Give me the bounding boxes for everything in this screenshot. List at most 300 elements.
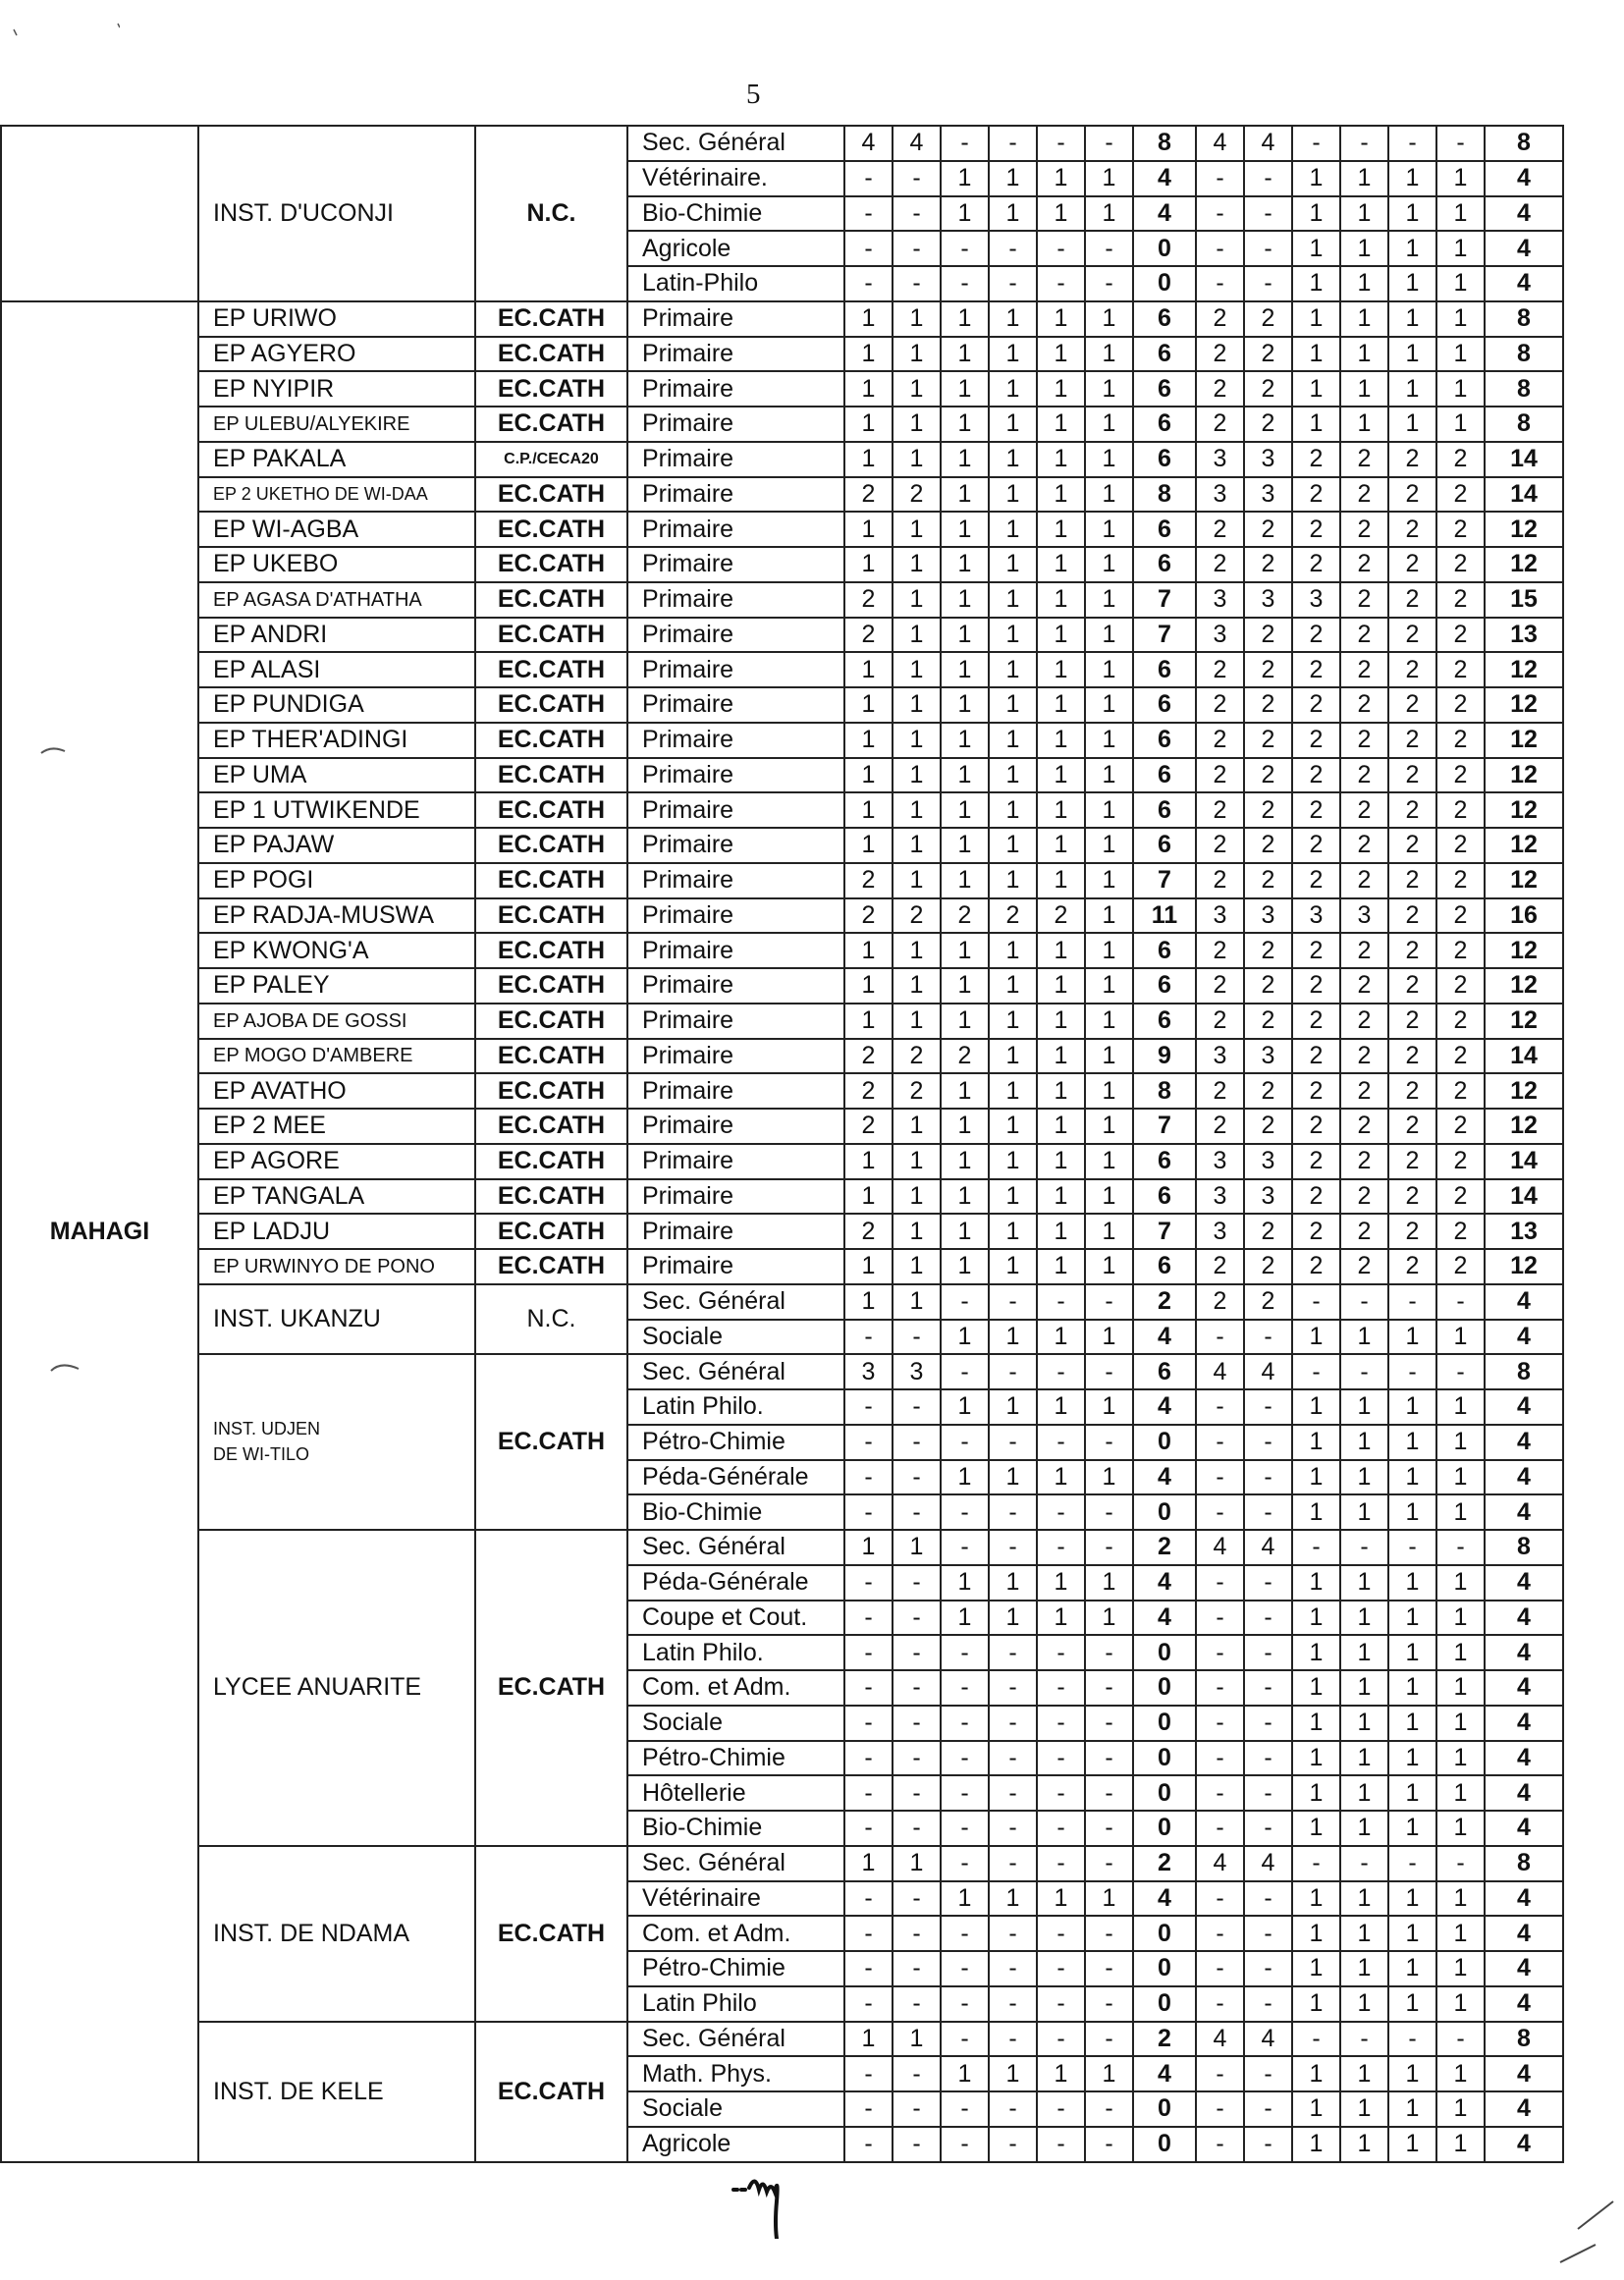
class-total: 4 xyxy=(1133,1460,1196,1495)
class-count: 1 xyxy=(1037,442,1085,477)
class-count: - xyxy=(989,231,1037,266)
school-name: EP AGASA D'ATHATHA xyxy=(198,582,475,618)
teacher-count: 2 xyxy=(1436,792,1485,828)
teacher-count: - xyxy=(1196,1670,1244,1706)
section-name: Bio-Chimie xyxy=(627,196,844,232)
class-count: 1 xyxy=(941,687,989,723)
class-count: 1 xyxy=(1085,898,1133,934)
class-count: - xyxy=(1037,1846,1085,1881)
teacher-total: 14 xyxy=(1485,477,1563,513)
teacher-count: - xyxy=(1196,2056,1244,2091)
class-count: 1 xyxy=(1037,863,1085,898)
class-count: 1 xyxy=(1085,161,1133,196)
class-count: - xyxy=(844,1951,893,1986)
class-count: 1 xyxy=(1037,1601,1085,1636)
teacher-count: 2 xyxy=(1292,1179,1340,1215)
section-name: Primaire xyxy=(627,968,844,1004)
teacher-count: 2 xyxy=(1196,863,1244,898)
teacher-total: 12 xyxy=(1485,758,1563,793)
table-row xyxy=(1,898,1563,934)
class-count: 1 xyxy=(941,1460,989,1495)
class-count: 1 xyxy=(893,2022,941,2057)
teacher-count: 3 xyxy=(1244,1039,1292,1074)
class-count: 1 xyxy=(941,1109,989,1144)
class-count: 1 xyxy=(941,863,989,898)
teacher-count: 2 xyxy=(1340,723,1388,758)
teacher-count: - xyxy=(1196,1389,1244,1425)
teacher-count: - xyxy=(1388,1354,1436,1389)
class-count: 1 xyxy=(989,196,1037,232)
class-count: - xyxy=(989,1706,1037,1741)
teacher-count: 1 xyxy=(1340,2091,1388,2127)
section-name: Primaire xyxy=(627,792,844,828)
class-count: - xyxy=(1037,1811,1085,1846)
class-count: 1 xyxy=(1037,301,1085,337)
class-count: 1 xyxy=(989,687,1037,723)
school-name: EP MOGO D'AMBERE xyxy=(198,1039,475,1074)
class-count: 1 xyxy=(941,477,989,513)
page-number: 5 xyxy=(746,79,761,110)
teacher-count: - xyxy=(1196,231,1244,266)
teacher-count: 2 xyxy=(1196,547,1244,582)
teacher-count: 1 xyxy=(1340,1916,1388,1951)
class-count: - xyxy=(989,1670,1037,1706)
class-count: 1 xyxy=(989,618,1037,653)
section-name: Sec. Général xyxy=(627,1354,844,1389)
teacher-count: 2 xyxy=(1340,792,1388,828)
class-total: 0 xyxy=(1133,231,1196,266)
school-name: INST. DE NDAMA xyxy=(198,1846,475,2022)
class-count: 2 xyxy=(844,898,893,934)
teacher-count: 1 xyxy=(1292,301,1340,337)
teacher-count: 1 xyxy=(1292,1565,1340,1601)
class-count: 1 xyxy=(893,407,941,442)
class-count: 1 xyxy=(844,512,893,547)
teacher-count: - xyxy=(1340,126,1388,161)
class-total: 0 xyxy=(1133,1916,1196,1951)
teacher-count: 2 xyxy=(1436,618,1485,653)
teacher-count: 2 xyxy=(1388,1039,1436,1074)
teacher-count: - xyxy=(1244,1775,1292,1811)
class-count: - xyxy=(844,266,893,301)
teacher-count: 1 xyxy=(1436,1811,1485,1846)
class-count: 1 xyxy=(1085,1881,1133,1917)
school-name: INST. DE KELE xyxy=(198,2022,475,2162)
class-count: 2 xyxy=(844,863,893,898)
teacher-count: 1 xyxy=(1292,2127,1340,2162)
teacher-total: 4 xyxy=(1485,1986,1563,2022)
teacher-count: - xyxy=(1244,1460,1292,1495)
teacher-count: 2 xyxy=(1196,371,1244,407)
class-count: - xyxy=(1085,1494,1133,1530)
school-name: EP UKEBO xyxy=(198,547,475,582)
teacher-count: 2 xyxy=(1388,1073,1436,1109)
teacher-count: 1 xyxy=(1340,301,1388,337)
class-count: - xyxy=(844,1706,893,1741)
teacher-count: 1 xyxy=(1292,1706,1340,1741)
teacher-count: 2 xyxy=(1196,1073,1244,1109)
class-count: - xyxy=(844,1635,893,1670)
teacher-count: 1 xyxy=(1340,1881,1388,1917)
teacher-count: - xyxy=(1244,1951,1292,1986)
section-name: Agricole xyxy=(627,231,844,266)
class-count: 1 xyxy=(989,1389,1037,1425)
teacher-count: 1 xyxy=(1388,371,1436,407)
teacher-count: 2 xyxy=(1244,547,1292,582)
section-name: Primaire xyxy=(627,337,844,372)
class-count: 1 xyxy=(989,1214,1037,1249)
teacher-count: 2 xyxy=(1292,758,1340,793)
teacher-count: - xyxy=(1196,1706,1244,1741)
class-total: 2 xyxy=(1133,1846,1196,1881)
regime: EC.CATH xyxy=(475,301,627,337)
teacher-total: 4 xyxy=(1485,1635,1563,1670)
class-count: 1 xyxy=(844,1284,893,1320)
teacher-count: - xyxy=(1196,1494,1244,1530)
teacher-count: 2 xyxy=(1436,1004,1485,1039)
teacher-count: 2 xyxy=(1388,618,1436,653)
class-count: 1 xyxy=(989,1073,1037,1109)
class-count: 2 xyxy=(844,1109,893,1144)
class-count: - xyxy=(989,1635,1037,1670)
class-count: 1 xyxy=(989,723,1037,758)
teacher-count: 2 xyxy=(1292,477,1340,513)
teacher-count: 1 xyxy=(1292,1775,1340,1811)
class-count: 1 xyxy=(1085,301,1133,337)
class-count: - xyxy=(844,161,893,196)
teacher-count: 3 xyxy=(1196,1039,1244,1074)
school-table xyxy=(0,125,1564,2163)
teacher-count: - xyxy=(1244,1565,1292,1601)
table-row xyxy=(1,828,1563,863)
teacher-count: 2 xyxy=(1436,442,1485,477)
table-row xyxy=(1,512,1563,547)
class-count: 1 xyxy=(1037,652,1085,687)
teacher-count: 2 xyxy=(1388,828,1436,863)
teacher-count: - xyxy=(1244,2091,1292,2127)
regime: EC.CATH xyxy=(475,652,627,687)
teacher-count: 1 xyxy=(1292,371,1340,407)
class-total: 6 xyxy=(1133,792,1196,828)
class-count: 1 xyxy=(941,1601,989,1636)
section-name: Sociale xyxy=(627,1706,844,1741)
teacher-count: 1 xyxy=(1340,371,1388,407)
teacher-count: 4 xyxy=(1196,1354,1244,1389)
teacher-total: 4 xyxy=(1485,2127,1563,2162)
teacher-count: 2 xyxy=(1292,652,1340,687)
teacher-count: 3 xyxy=(1292,898,1340,934)
teacher-count: - xyxy=(1196,1565,1244,1601)
class-count: 1 xyxy=(941,407,989,442)
class-count: 1 xyxy=(941,1389,989,1425)
teacher-count: - xyxy=(1244,266,1292,301)
class-total: 6 xyxy=(1133,652,1196,687)
class-count: - xyxy=(941,1741,989,1776)
teacher-count: - xyxy=(1292,1530,1340,1565)
teacher-count: 3 xyxy=(1292,582,1340,618)
class-count: 1 xyxy=(941,1320,989,1355)
teacher-count: 2 xyxy=(1340,477,1388,513)
class-count: 1 xyxy=(941,723,989,758)
regime: EC.CATH xyxy=(475,1354,627,1530)
class-count: 1 xyxy=(1085,1179,1133,1215)
teacher-total: 8 xyxy=(1485,1846,1563,1881)
class-total: 8 xyxy=(1133,1073,1196,1109)
teacher-count: - xyxy=(1340,1284,1388,1320)
class-count: - xyxy=(844,1670,893,1706)
teacher-total: 4 xyxy=(1485,1389,1563,1425)
teacher-count: 2 xyxy=(1340,933,1388,968)
teacher-count: - xyxy=(1196,2091,1244,2127)
teacher-total: 8 xyxy=(1485,1530,1563,1565)
teacher-total: 8 xyxy=(1485,407,1563,442)
teacher-count: - xyxy=(1292,2022,1340,2057)
class-count: - xyxy=(1037,1530,1085,1565)
teacher-count: - xyxy=(1292,1846,1340,1881)
teacher-count: 1 xyxy=(1436,2056,1485,2091)
section-name: Coupe et Cout. xyxy=(627,1601,844,1636)
teacher-count: 2 xyxy=(1436,1214,1485,1249)
teacher-count: 2 xyxy=(1388,863,1436,898)
teacher-count: 2 xyxy=(1292,687,1340,723)
teacher-count: 1 xyxy=(1436,1565,1485,1601)
section-name: Primaire xyxy=(627,1249,844,1284)
class-count: 1 xyxy=(941,301,989,337)
teacher-count: 2 xyxy=(1196,758,1244,793)
teacher-count: 1 xyxy=(1388,196,1436,232)
teacher-count: 3 xyxy=(1244,477,1292,513)
section-name: Primaire xyxy=(627,1144,844,1179)
class-count: 1 xyxy=(1085,2056,1133,2091)
school-name: EP ULEBU/ALYEKIRE xyxy=(198,407,475,442)
class-count: - xyxy=(941,1706,989,1741)
teacher-count: - xyxy=(1244,1670,1292,1706)
class-count: 1 xyxy=(1037,161,1085,196)
class-count: 1 xyxy=(1085,407,1133,442)
regime: EC.CATH xyxy=(475,477,627,513)
regime: EC.CATH xyxy=(475,687,627,723)
class-count: 1 xyxy=(1037,1389,1085,1425)
teacher-count: 1 xyxy=(1388,1811,1436,1846)
class-count: - xyxy=(1085,1706,1133,1741)
class-count: 1 xyxy=(941,442,989,477)
teacher-total: 8 xyxy=(1485,126,1563,161)
class-count: 1 xyxy=(844,792,893,828)
class-count: 1 xyxy=(844,301,893,337)
teacher-count: 1 xyxy=(1292,2091,1340,2127)
teacher-count: 3 xyxy=(1196,1214,1244,1249)
teacher-total: 8 xyxy=(1485,337,1563,372)
class-count: 1 xyxy=(989,582,1037,618)
teacher-total: 12 xyxy=(1485,1249,1563,1284)
teacher-count: 2 xyxy=(1244,723,1292,758)
school-name: EP WI-AGBA xyxy=(198,512,475,547)
teacher-count: 2 xyxy=(1388,442,1436,477)
teacher-count: 2 xyxy=(1340,1249,1388,1284)
teacher-count: 2 xyxy=(1196,407,1244,442)
teacher-count: 1 xyxy=(1436,1670,1485,1706)
teacher-count: 2 xyxy=(1388,1249,1436,1284)
class-count: - xyxy=(1037,1425,1085,1460)
teacher-count: 2 xyxy=(1340,1179,1388,1215)
class-count: - xyxy=(844,196,893,232)
section-name: Primaire xyxy=(627,723,844,758)
teacher-count: 1 xyxy=(1292,1741,1340,1776)
teacher-count: - xyxy=(1196,196,1244,232)
class-count: 1 xyxy=(1037,407,1085,442)
class-count: - xyxy=(941,1916,989,1951)
teacher-count: 3 xyxy=(1244,582,1292,618)
regime: EC.CATH xyxy=(475,723,627,758)
section-name: Primaire xyxy=(627,758,844,793)
class-count: 1 xyxy=(1085,547,1133,582)
class-count: - xyxy=(989,1811,1037,1846)
class-count: 1 xyxy=(1037,1881,1085,1917)
teacher-count: - xyxy=(1196,266,1244,301)
teacher-count: 2 xyxy=(1244,1249,1292,1284)
class-count: 1 xyxy=(844,828,893,863)
class-count: 1 xyxy=(1085,196,1133,232)
class-count: 1 xyxy=(941,1249,989,1284)
class-count: - xyxy=(1037,266,1085,301)
class-total: 7 xyxy=(1133,1109,1196,1144)
class-count: 1 xyxy=(941,161,989,196)
teacher-count: 2 xyxy=(1244,618,1292,653)
class-count: 1 xyxy=(941,968,989,1004)
teacher-count: 1 xyxy=(1292,1670,1340,1706)
class-total: 7 xyxy=(1133,863,1196,898)
teacher-count: 2 xyxy=(1292,792,1340,828)
class-count: 1 xyxy=(1037,1004,1085,1039)
section-name: Primaire xyxy=(627,1109,844,1144)
teacher-count: 1 xyxy=(1340,161,1388,196)
section-name: Péda-Générale xyxy=(627,1565,844,1601)
class-count: 1 xyxy=(989,1320,1037,1355)
teacher-count: - xyxy=(1244,1881,1292,1917)
regime: EC.CATH xyxy=(475,898,627,934)
teacher-count: - xyxy=(1292,126,1340,161)
class-count: 2 xyxy=(844,1073,893,1109)
class-count: 1 xyxy=(893,512,941,547)
teacher-count: 1 xyxy=(1388,1670,1436,1706)
teacher-count: - xyxy=(1196,1881,1244,1917)
table-row xyxy=(1,1144,1563,1179)
teacher-total: 4 xyxy=(1485,1425,1563,1460)
teacher-count: 2 xyxy=(1340,512,1388,547)
teacher-count: 1 xyxy=(1340,337,1388,372)
teacher-count: 2 xyxy=(1388,652,1436,687)
teacher-count: 2 xyxy=(1436,477,1485,513)
teacher-count: 1 xyxy=(1436,2091,1485,2127)
class-count: 1 xyxy=(1037,2056,1085,2091)
class-count: 2 xyxy=(844,477,893,513)
class-count: 1 xyxy=(844,1179,893,1215)
teacher-count: 2 xyxy=(1436,1109,1485,1144)
teacher-count: - xyxy=(1244,1320,1292,1355)
class-total: 6 xyxy=(1133,1144,1196,1179)
regime: N.C. xyxy=(475,126,627,301)
class-total: 4 xyxy=(1133,1881,1196,1917)
regime: EC.CATH xyxy=(475,582,627,618)
class-count: 2 xyxy=(941,1039,989,1074)
class-count: 1 xyxy=(893,547,941,582)
class-count: 1 xyxy=(893,1179,941,1215)
school-name: EP PAKALA xyxy=(198,442,475,477)
teacher-count: 2 xyxy=(1340,1214,1388,1249)
class-count: 1 xyxy=(941,337,989,372)
class-count: 1 xyxy=(844,723,893,758)
class-count: 2 xyxy=(893,477,941,513)
regime: EC.CATH xyxy=(475,1214,627,1249)
class-count: - xyxy=(844,1916,893,1951)
teacher-count: - xyxy=(1388,1284,1436,1320)
class-count: 1 xyxy=(1037,933,1085,968)
class-count: 1 xyxy=(1037,1460,1085,1495)
class-total: 6 xyxy=(1133,1249,1196,1284)
class-count: 1 xyxy=(1037,547,1085,582)
regime: EC.CATH xyxy=(475,1109,627,1144)
class-count: 1 xyxy=(941,933,989,968)
teacher-count: 2 xyxy=(1388,687,1436,723)
school-name: EP 2 MEE xyxy=(198,1109,475,1144)
class-count: 1 xyxy=(844,1144,893,1179)
class-count: 1 xyxy=(1085,477,1133,513)
table-row xyxy=(1,582,1563,618)
class-count: - xyxy=(941,266,989,301)
corner-stroke-mark xyxy=(1556,2199,1615,2268)
class-count: - xyxy=(1037,1916,1085,1951)
teacher-count: 2 xyxy=(1196,301,1244,337)
regime: EC.CATH xyxy=(475,1530,627,1846)
teacher-count: 2 xyxy=(1292,1004,1340,1039)
section-name: Pétro-Chimie xyxy=(627,1425,844,1460)
section-name: Primaire xyxy=(627,1039,844,1074)
teacher-count: - xyxy=(1244,196,1292,232)
teacher-count: 4 xyxy=(1244,1530,1292,1565)
class-count: 1 xyxy=(893,1249,941,1284)
class-count: 2 xyxy=(844,618,893,653)
section-name: Primaire xyxy=(627,407,844,442)
class-count: - xyxy=(941,2127,989,2162)
class-count: - xyxy=(941,2022,989,2057)
teacher-count: 1 xyxy=(1388,1881,1436,1917)
teacher-count: 1 xyxy=(1436,337,1485,372)
class-total: 6 xyxy=(1133,407,1196,442)
table-row xyxy=(1,1249,1563,1284)
teacher-total: 4 xyxy=(1485,1741,1563,1776)
school-name: EP PUNDIGA xyxy=(198,687,475,723)
class-count: - xyxy=(1037,1706,1085,1741)
class-count: 1 xyxy=(989,792,1037,828)
teacher-total: 4 xyxy=(1485,266,1563,301)
class-count: 1 xyxy=(893,301,941,337)
teacher-count: 2 xyxy=(1292,828,1340,863)
teacher-count: 2 xyxy=(1436,1249,1485,1284)
teacher-total: 12 xyxy=(1485,512,1563,547)
class-count: - xyxy=(1085,1811,1133,1846)
section-name: Primaire xyxy=(627,1073,844,1109)
class-count: - xyxy=(893,266,941,301)
teacher-count: 1 xyxy=(1388,1389,1436,1425)
class-count: 1 xyxy=(941,828,989,863)
class-count: 1 xyxy=(1037,723,1085,758)
teacher-total: 12 xyxy=(1485,828,1563,863)
class-count: 1 xyxy=(844,2022,893,2057)
teacher-count: 2 xyxy=(1388,1179,1436,1215)
class-count: - xyxy=(1085,126,1133,161)
teacher-count: 2 xyxy=(1292,1249,1340,1284)
teacher-count: 1 xyxy=(1340,266,1388,301)
